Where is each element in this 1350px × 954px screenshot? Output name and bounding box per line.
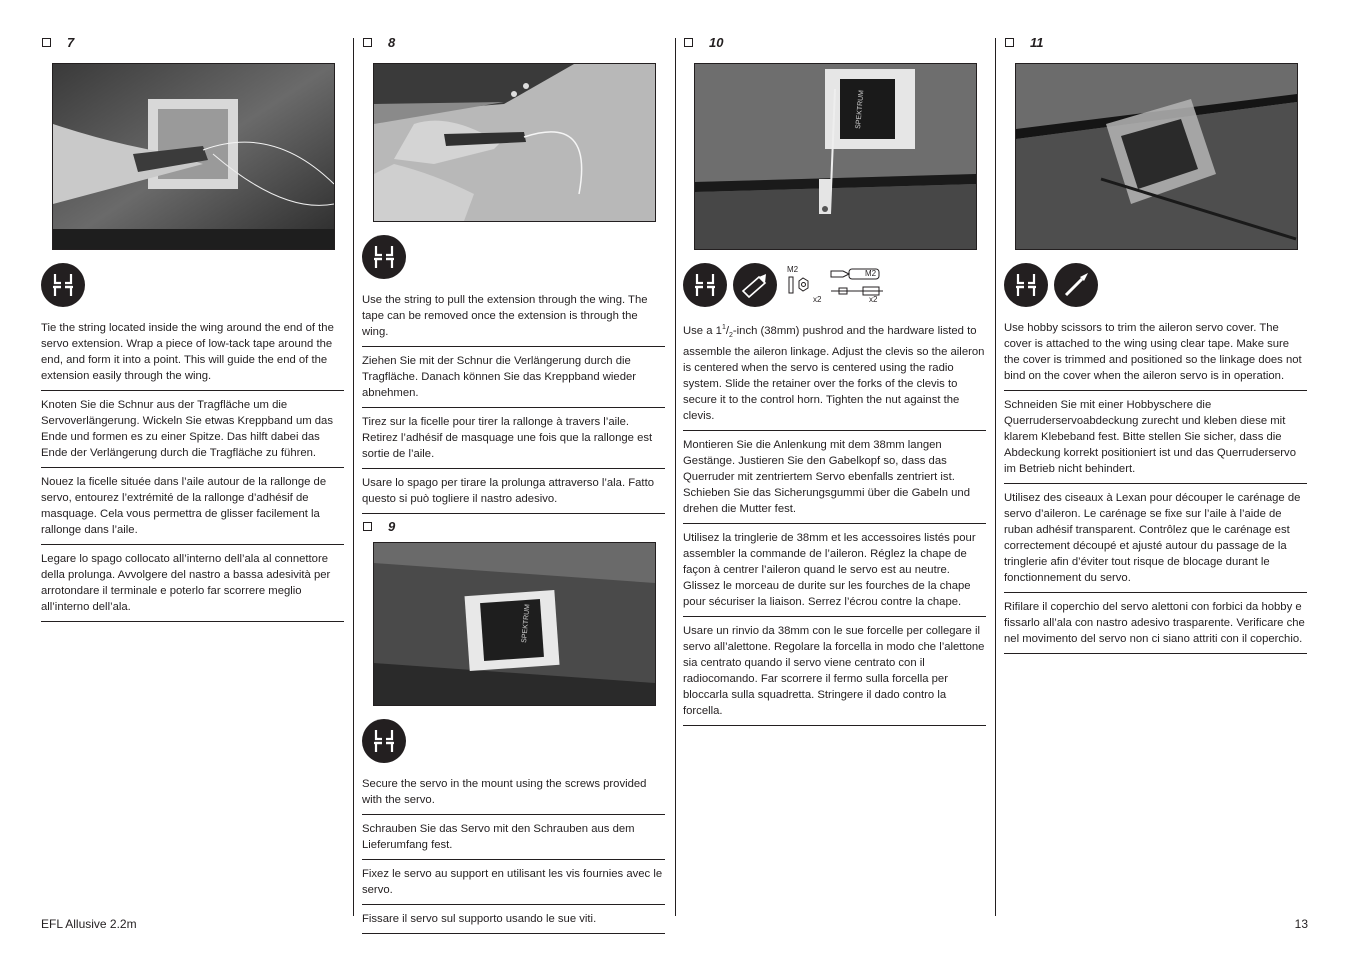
text-fr: Fixez le servo au support en utilisant les vis fournies avec le servo.	[362, 864, 665, 905]
step-photo	[373, 63, 656, 222]
text-fr: Nouez la ficelle située dans l’aile autour de la rallonge de servo, entourez l’extrémité de la rallonge d’adhésif de masquage. Cela vous permettra de glisser facilement la rallonge dans l’aile.	[41, 472, 344, 545]
icon-row	[1004, 260, 1307, 310]
text-fr: Tirez sur la ficelle pour tirer la rallonge à travers l’aile. Retirez l’adhésif de masquage une fois que la rallonge est sortie de l’aile.	[362, 412, 665, 469]
checkbox-icon[interactable]	[1005, 38, 1014, 47]
column-divider	[995, 38, 996, 916]
footer-title: EFL Allusive 2.2m	[41, 917, 137, 931]
step-header	[1004, 30, 1307, 54]
hobby-knife-icon	[1054, 263, 1098, 307]
text-it: Usare un rinvio da 38mm con le sue forcelle per collegare il servo all’alettone. Regolare la forcella in modo che l’alettone sia centrato quando il servo viene centrato con il radiocomando. Far scorrere il fermo sulla forcella per bloccarla sulla squadretta. Stringere il dado contro la forcella.	[683, 621, 986, 726]
checkbox-icon[interactable]	[363, 38, 372, 47]
text-it: Rifilare il coperchio del servo alettoni con forbici da hobby e fissarlo all’ala con nastro adesivo trasparente. Verificare che nel movimento del servo non ci siano attriti con il coperchio.	[1004, 597, 1307, 654]
step-9	[362, 514, 665, 934]
servo-brand-label: SPEKTRUM	[521, 603, 532, 644]
step-header	[362, 30, 665, 54]
text-fr: Utilisez des ciseaux à Lexan pour découper le carénage de servo d’aileron. Le carénage se fixe sur l’aile à l’aide de ruban adhésif transparent. Contrôlez que le carénage est correctement découpé et ajusté autour du passage de la tringlerie afin d’éviter tout risque de blocage durant le fonctionnement du servo.	[1004, 488, 1307, 593]
clevis-size-label: M2	[865, 269, 877, 278]
hobby-knife-icon	[733, 263, 777, 307]
text-it: Usare lo spago per tirare la prolunga attraverso l’ala. Fatto questo si può togliere il nastro adesivo.	[362, 473, 665, 514]
text-blocks	[683, 318, 986, 726]
checkbox-icon[interactable]	[363, 522, 372, 531]
nut-size-label: M2	[787, 265, 799, 274]
text-fr: Utilisez la tringlerie de 38mm et les accessoires listés pour assembler la commande de l’aileron. Réglez la chape de façon à centrer l’aileron quand le servo est au neutre. Glissez le morceau de durite sur les fourches de la chape pour sécuriser la liaison. Serrez l’écrou contre la chape.	[683, 528, 986, 617]
text-en: Use a $1^1/_2$-inch (38mm) pushrod and the hardware listed to assemble the aileron linkage. Adjust the clevis so the aileron is centered when the servo is centered using the radio system. Slide the retainer over the forks of the clevis to secure it to the control horn. Tighten the nut against the clevis.	[683, 318, 986, 431]
fraction-denominator: 2	[728, 332, 733, 340]
step-10	[683, 30, 986, 726]
servo-brand-label: SPEKTRUM	[855, 89, 866, 130]
text-en-prefix: Use a 1	[683, 324, 722, 337]
text-blocks	[362, 290, 665, 514]
column-divider	[675, 38, 676, 916]
step-8	[362, 30, 665, 934]
clevis-quantity: x2	[869, 295, 878, 304]
step-number: 8	[388, 34, 396, 50]
text-en: Use hobby scissors to trim the aileron servo cover. The cover is attached to the wing using clear tape. Make sure the cover is trimmed and positioned so the linkage does not bind on the cover when the aileron servo is in operation.	[1004, 318, 1307, 391]
text-de: Schrauben Sie das Servo mit den Schrauben aus dem Lieferumfang fest.	[362, 819, 665, 860]
step-photo	[373, 542, 656, 706]
icon-row	[362, 716, 665, 766]
nut-quantity: x2	[813, 295, 822, 304]
pair-of-wings-icon	[683, 263, 727, 307]
pair-of-wings-icon	[1004, 263, 1048, 307]
text-en: Secure the servo in the mount using the screws provided with the servo.	[362, 774, 665, 815]
step-11	[1004, 30, 1307, 654]
text-en-suffix: -inch (38mm) pushrod and the hardware listed to assemble the aileron linkage. Adjust the clevis so the aileron is centered when the servo is centered using the radio system. Slide the retainer over the forks of the clevis to secure it to the control horn. Tighten the nut against the clevis.	[683, 324, 985, 423]
icon-row	[41, 260, 344, 310]
checkbox-icon[interactable]	[42, 38, 51, 47]
icon-row	[683, 260, 986, 310]
step-photo	[1015, 63, 1298, 250]
fraction-numerator: 1	[721, 324, 726, 331]
checkbox-icon[interactable]	[684, 38, 693, 47]
text-en: Tie the string located inside the wing around the end of the servo extension. Wrap a piece of low-tack tape around the end, and form it into a point. This will guide the end of the extension easily through the wing.	[41, 318, 344, 391]
step-photo	[694, 63, 977, 250]
step-number: 7	[67, 34, 75, 50]
text-it: Fissare il servo sul supporto usando le sue viti.	[362, 909, 665, 934]
text-it: Legare lo spago collocato all’interno dell’ala al connettore della prolunga. Avvolgere del nastro a bassa adesività per arrotondare il terminale e poterlo far scorrere meglio all’interno dell’ala.	[41, 549, 344, 622]
text-de: Montieren Sie die Anlenkung mit dem 38mm langen Gestänge. Justieren Sie den Gabelkopf so, dass das Querruder mit zentriertem Servo ebenfalls zentriert ist. Schieben Sie das Sicherungsgummi über die Gabeln und drehen die Mutter fest.	[683, 435, 986, 524]
text-de: Schneiden Sie mit einer Hobbyschere die Querruderservoabdeckung zurecht und kleben diese mit klarem Klebeband fest. Bitte stellen Sie sicher, dass die Abdeckung korrekt positioniert ist und das Querruderservo im Betrieb nicht behindert.	[1004, 395, 1307, 484]
text-de: Ziehen Sie mit der Schnur die Verlängerung durch die Tragfläche. Danach können Sie das Kreppband wieder abnehmen.	[362, 351, 665, 408]
text-blocks	[1004, 318, 1307, 654]
step-header	[41, 30, 344, 54]
text-en: Use the string to pull the extension through the wing. The tape can be removed once the extension is through the wing.	[362, 290, 665, 347]
text-blocks	[41, 318, 344, 622]
step-header	[683, 30, 986, 54]
step-7	[41, 30, 344, 622]
column-divider	[353, 38, 354, 916]
step-number: 11	[1030, 34, 1044, 50]
step-number: 9	[388, 518, 396, 534]
step-header	[362, 514, 665, 538]
text-blocks	[362, 774, 665, 934]
page-number: 13	[1294, 917, 1308, 931]
icon-row	[362, 232, 665, 282]
hardware-diagram	[783, 263, 893, 307]
text-de: Knoten Sie die Schnur aus der Tragfläche um die Servoverlängerung. Wickeln Sie etwas Kreppband um das Ende und formen es zu einer Spitze. Das hilft dabei das Ende der Verlängerung durch die Tragfläche zu führen.	[41, 395, 344, 468]
step-number: 10	[709, 34, 724, 50]
step-photo	[52, 63, 335, 250]
pair-of-wings-icon	[41, 263, 85, 307]
pair-of-wings-icon	[362, 719, 406, 763]
pair-of-wings-icon	[362, 235, 406, 279]
